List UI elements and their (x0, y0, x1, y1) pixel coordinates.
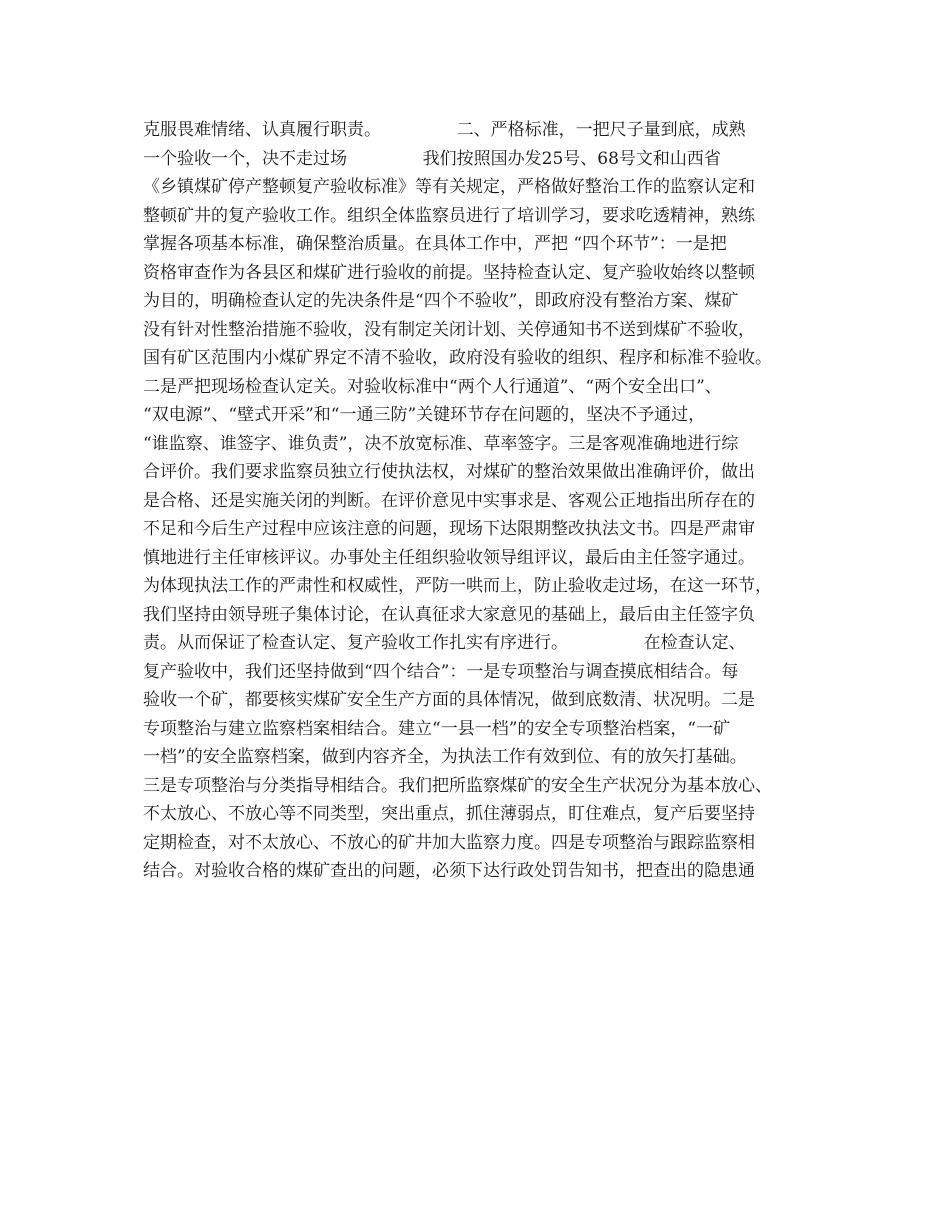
text-line: “谁监察、谁签字、谁负责”，决不放宽标准、草率签字。三是客观准确地进行综 (143, 433, 739, 454)
body-text (143, 116, 833, 886)
text-line: 我们坚持由领导班子集体讨论，在认真征求大家意见的基础上，最后由主任签字负 (143, 604, 755, 625)
text-line: 验收一个矿，都要核实煤矿安全生产方面的具体情况，做到底数清、状况明。二是 (143, 690, 755, 710)
text-line: 是合格、还是实施关闭的判断。在评价意见中实事求是、客观公正地指出所存在的 (143, 490, 755, 511)
text-line: 一档”的安全监察档案，做到内容齐全，为执法工作有效到位、有的放矢打基础。 (143, 747, 747, 767)
text-line: 克服畏难情绪、认真履行职责。 二、严格标准，一把尺子量到底，成熟 (143, 120, 746, 140)
text-line: 专项整治与建立监察档案相结合。建立“一县一档”的安全专项整治档案，“一矿 (143, 718, 731, 739)
text-line: 不足和今后生产过程中应该注意的问题，现场下达限期整改执法文书。四是严肃审 (143, 519, 755, 539)
text-line: 整顿矿井的复产验收工作。组织全体监察员进行了培训学习，要求吃透精神，熟练 (143, 205, 755, 226)
text-line: 为目的，明确检查认定的先决条件是“四个不验收”，即政府没有整治方案、煤矿 (143, 291, 739, 311)
text-line: 为体现执法工作的严肃性和权威性，严防一哄而上，防止验收走过场，在这一环节， (143, 576, 772, 596)
text-line: 资格审查作为各县区和煤矿进行验收的前提。坚持检查认定、复产验收始终以整顿 (143, 262, 755, 283)
text-line: 复产验收中，我们还坚持做到“四个结合”：一是专项整治与调查摸底相结合。每 (143, 661, 739, 682)
text-line: 三是专项整治与分类指导相结合。我们把所监察煤矿的安全生产状况分为基本放心、 (143, 775, 772, 796)
text-line: 掌握各项基本标准，确保整治质量。在具体工作中，严把 “四个环节”：一是把 (143, 234, 727, 254)
text-line: 国有矿区范围内小煤矿界定不清不验收，政府没有验收的组织、程序和标准不验收。 (143, 348, 772, 368)
text-line: 一个验收一个，决不走过场 我们按照国办发25号、68号文和山西省 (143, 148, 721, 169)
text-line: 没有针对性整治措施不验收，没有制定关闭计划、关停通知书不送到煤矿不验收， (143, 319, 755, 340)
text-line: 定期检查，对不太放心、不放心的矿井加大监察力度。四是专项整治与跟踪监察相 (143, 832, 755, 853)
text-line: 结合。对验收合格的煤矿查出的问题，必须下达行政处罚告知书，把查出的隐患通 (143, 861, 755, 881)
text-line: 慎地进行主任审核评议。办事处主任组织验收领导组评议，最后由主任签字通过。 (143, 547, 755, 568)
text-line: 不太放心、不放心等不同类型，突出重点，抓住薄弱点，盯住难点，复产后要坚持 (143, 804, 755, 824)
text-line: 《乡镇煤矿停产整顿复产验收标准》等有关规定，严格做好整治工作的监察认定和 (143, 177, 755, 197)
text-line: 合评价。我们要求监察员独立行使执法权，对煤矿的整治效果做出准确评价，做出 (143, 462, 755, 482)
text-line: 责。从而保证了检查认定、复产验收工作扎实有序进行。 在检查认定、 (143, 633, 746, 653)
text-line: 二是严把现场检查认定关。对验收标准中“两个人行通道”、“两个安全出口”、 (143, 376, 722, 397)
text-line: “双电源”、“壁式开采”和“一通三防”关键环节存在问题的，坚决不予通过， (143, 405, 706, 425)
